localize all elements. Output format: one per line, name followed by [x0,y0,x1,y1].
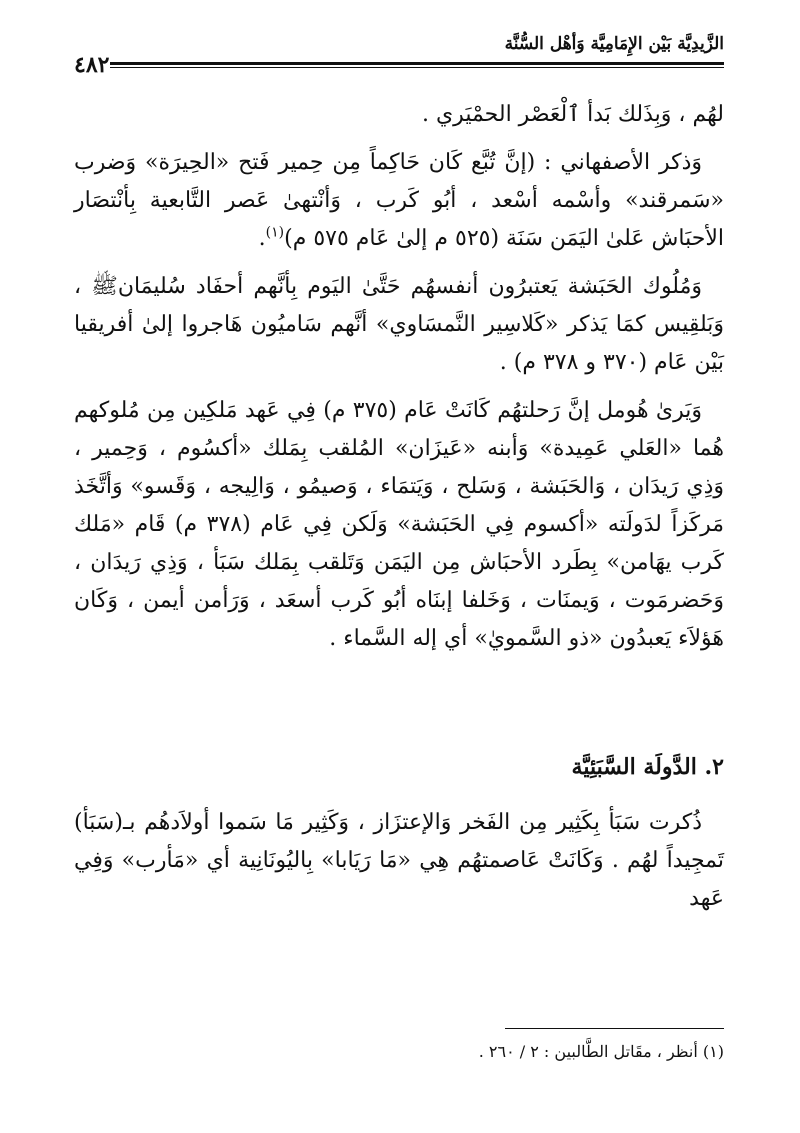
paragraph-end: . [258,226,266,251]
paragraph: وَيَرىٰ هُومل إنَّ رَحلتهُم كَانَتْ عَام (٣٧٥ م) فِي عَهد مَلكِين مِن مُلوكهم هُما «العَلي عَمِيدة» وَأبنه «عَيزَان» المُلقب بِمَلك «أكسُوم ، وَحِمير ، وَذِي رَيدَان ، وَالحَبَشة ، وَسَلح ، وَيَتمَاء ، وَصيمُو ، وَالِيجه ، وَقَسو» وَأتَّخَذ مَركَزاً لدَولَته «أكسوم فِي الحَبَشة» وَلَكن فِي عَام (٣٧٨ م) قَام «مَلك كَرب يهَامن» بِطَرد الأحبَاش مِن اليَمَن وَتَلقب بِمَلك سَبَأ ، وَذِي رَيدَان ، وَحَضرمَوت ، وَيمنَات ، وَخَلفا إبنَاه أبُو كَرب أسعَد ، وَرَأمن أيمن ، وَكَان هَؤلاَء يَعبدُون «ذو السَّمويٰ» أي إله السَّماء . [74,398,725,651]
header-rule-thin [110,67,724,68]
paragraph: ذُكرت سَبَأ بِكَثِير مِن الفَخر وَالإعتزَاز ، وَكَثِير مَا سَموا أولاَدهُم بـ(سَبَأ) تَمجِيداً لهُم . وَكَانَتْ عَاصمتهُم هِي «مَا رَيَابا» بِاليُونَانِية أي «مَأرب» وَفِي عَهد [74,810,724,911]
footnote-reference: (١) [265,224,285,241]
paragraph: لهُم ، وَبِذَلك بَدأ ٱلْعَصْر الحمْيَري . [421,102,724,127]
paragraph [74,144,724,258]
running-title: الزَّيدِيَّة بَيْن الإِمَامِيَّة وَأهْل السُّنَّة [504,34,724,54]
main-text [74,96,724,918]
paragraph: وَمُلُوك الحَبَشة يَعتبرُون أنفسهُم حَتَّىٰ اليَوم بِأنَّهم أحفَاد سُليمَانﷺ ، وَبَلقِيس كمَا يَذكر «كَلاسِير النَّمسَاوي» أنَّهم سَاميُون هَاجروا إلىٰ أفريقيا بَيْن عَام (٣٧٠ و ٣٧٨ م) . [74,274,724,375]
page-number: ٤٨٢ [74,52,110,78]
header-rule [110,62,724,65]
footnote-separator [505,1028,724,1029]
footnote: (١) أنظر ، مقَاتل الطَّالبين : ٢ / ٢٦٠ . [478,1042,724,1061]
section-heading: ٢. الدَّولَة السَّبَئِيَّة [571,754,724,780]
paragraph-text: وَذكر الأصفهاني : (إنَّ تُبَّع كَان حَاكِماً مِن حِمير فَتح «الحِيرَة» وَضرب «سَمرقند» وأسْمه أسْعد ، أبُو كَرب ، وَأنْتهىٰ عَصر التَّابعية بِأنْتصَار الأحبَاش عَلىٰ اليَمَن سَنَة (٥٢٥ م إلىٰ عَام ٥٧٥ م) [74,150,724,251]
